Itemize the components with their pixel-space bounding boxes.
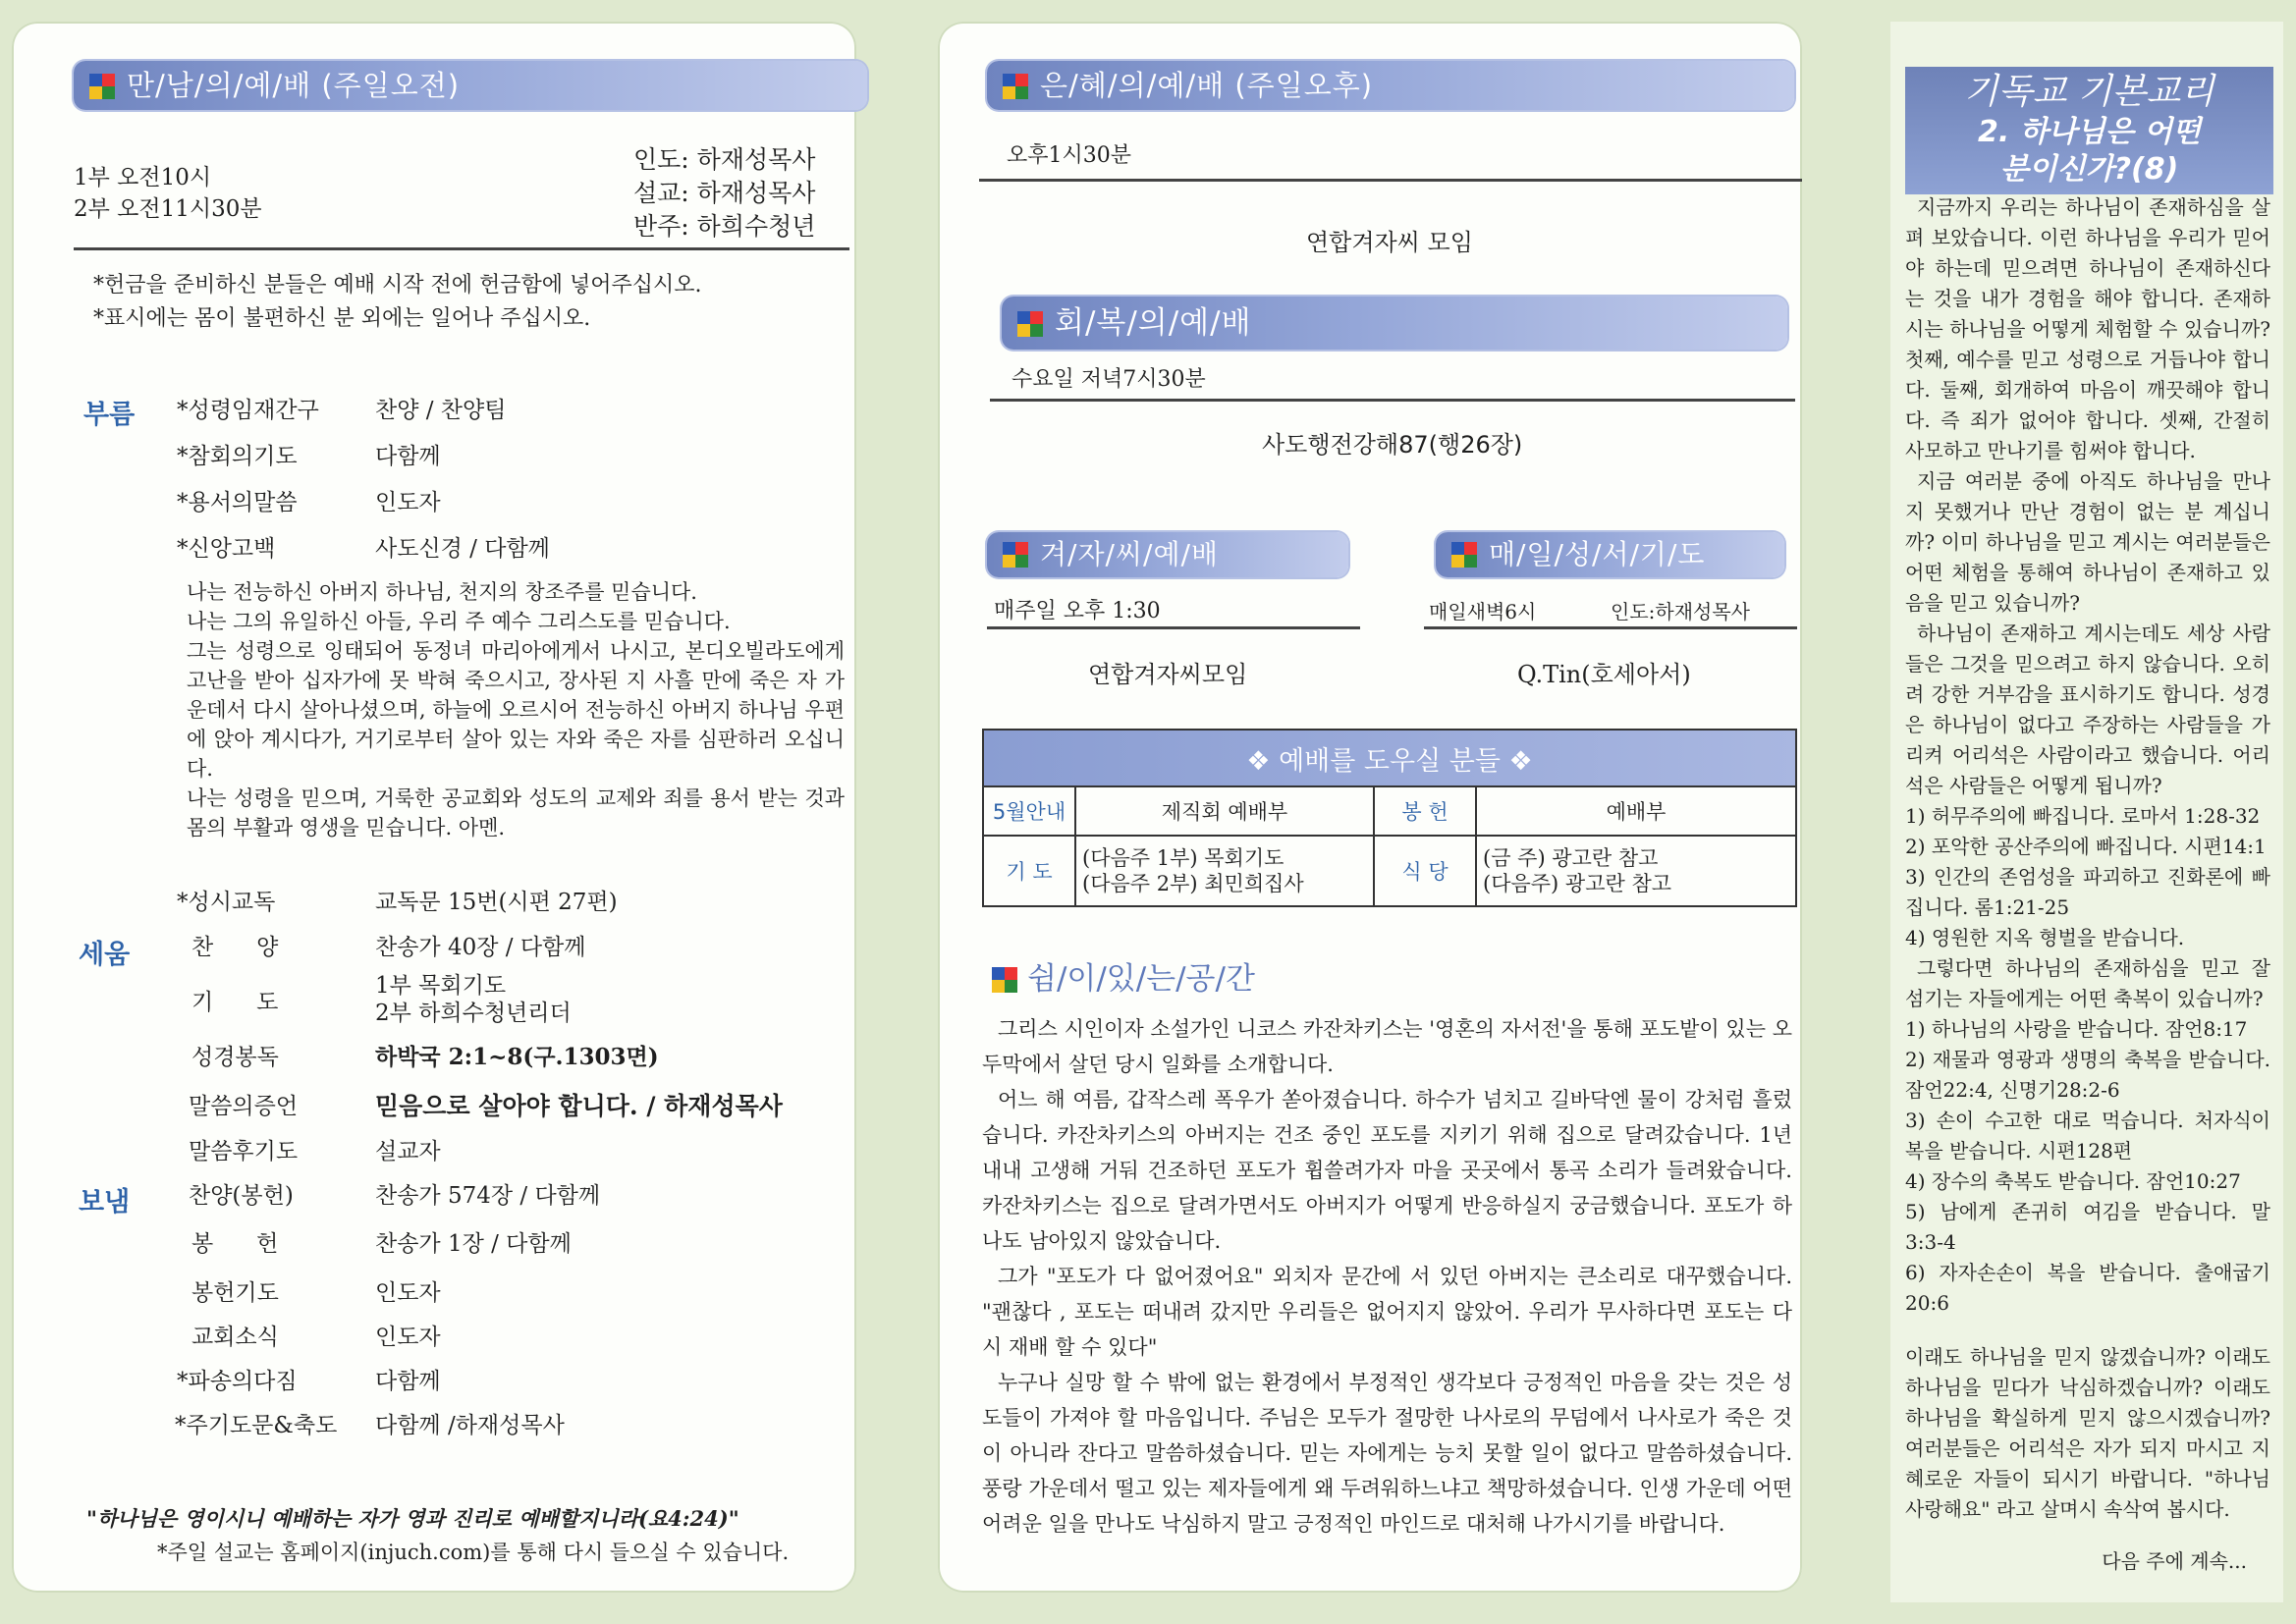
creed-line: 그는 성령으로 잉태되어 동정녀 마리아에게서 나시고, 본디오빌라도에게 고난을 받아 십자가에 못 박혀 죽으시고, 장사된 지 사흘 만에 죽은 자 가운데서 다시 살아나셨으며, 하늘에 오르시어 전능하신 아버지 하나님 우편에 앉아 계시다가, 거기로부터 살아 있는 자와 죽은 자를 심판하러 오십니다. [187,639,845,781]
colored-square-icon [89,74,115,99]
doctrine-list-item: 1) 하나님의 사랑을 받습니다. 잠언8:17 [1905,1017,2248,1041]
doctrine-subtitle-1: 2. 하나님은 어떤 [1977,115,2202,149]
afternoon-time: 오후1시30분 [1007,143,1131,168]
doctrine-title-box [1905,67,2273,194]
doctrine-subtitle-2: 분이신가?(8) [1999,152,2179,187]
order-item-7: 기 도 [191,990,279,1015]
colored-square-icon [1003,74,1028,99]
prayer-line-2: (다음주 2부) 최민희집사 [1082,872,1304,895]
wednesday-content: 사도행전강해87(행26장) [1262,431,1523,459]
order-detail-3: 인도자 [375,490,441,515]
article-paragraph: 어느 해 여름, 갑작스레 폭우가 쏟아졌습니다. 하수가 넘치고 길바닥엔 물이 강처럼 흘렀습니다. 카잔차키스의 아버지는 건조 중인 포도를 지키기 위해 집으로 달려갔습니다. 1년 내내 고생해 거둬 건조하던 포도가 휩쓸려가자 마을 곳곳에서 통곡 소리가 들려왔습니다. 카잔차키스는 집으로 달려가면서도 아버지가 어떻게 반응하실지 궁금했습니다. 포도가 하나도 남아있지 않았습니다. [982,1088,1792,1253]
helpers-table [982,729,1797,907]
col-header-1: 제직회 예배부 [1075,786,1374,836]
prayer-line-1: (다음주 1부) 목회기도 [1082,846,1285,870]
to-be-continued: 다음 주에 계속... [2102,1549,2247,1573]
creed-line: 나는 성령을 믿으며, 거룩한 공교회와 성도의 교제와 죄를 용서 받는 것과 몸의 부활과 영생을 믿습니다. 아멘. [187,786,845,839]
mustard-seed-header: 겨/자/씨/예/배 [987,532,1348,577]
order-detail-12: 찬송가 1장 / 다함께 [375,1231,572,1257]
order-item-12: 봉 헌 [191,1231,279,1257]
doctrine-list-item: 4) 장수의 축복도 받습니다. 잠언10:27 [1905,1169,2241,1193]
colored-square-icon [1003,542,1028,568]
order-detail-13: 인도자 [375,1280,441,1306]
mustard-seed-content: 연합겨자씨모임 [1088,661,1248,688]
divider [1424,626,1797,629]
meal-label: 식 당 [1374,836,1476,906]
order-detail-8: 하박국 2:1~8(구.1303면) [375,1044,659,1070]
order-item-13: 봉헌기도 [191,1280,279,1306]
doctrine-paragraph: 이래도 하나님을 믿지 않겠습니까? 이래도 하나님을 믿다가 낙심하겠습니까? 이래도 하나님을 확실하게 믿지 않으시겠습니까? 여러분들은 어리석은 자가 되지 마시고 지혜로운 자들이 되시기 바랍니다. "하나님 사랑해요" 라고 살며시 속삭여 봅시다. [1905,1345,2270,1521]
order-detail-6: 찬송가 40장 / 다함께 [375,935,586,960]
section-build: 세움 [79,940,131,970]
order-item-6: 찬 양 [191,935,279,960]
doctrine-list-item: 3) 손이 수고한 대로 먹습니다. 처자식이 복을 받습니다. 시편128편 [1905,1109,2270,1163]
order-detail-2: 다함께 [375,444,441,469]
service-time-2: 2부 오전11시30분 [74,196,262,222]
afternoon-content: 연합겨자씨 모임 [1306,229,1473,256]
wednesday-time: 수요일 저녁7시30분 [1011,367,1206,392]
divider [979,179,1802,182]
doctrine-list-item: 3) 인간의 존엄성을 파괴하고 진화론에 빠집니다. 롬1:21-25 [1905,865,2270,919]
section-call: 부름 [83,400,136,430]
order-item-14: 교회소식 [191,1325,279,1350]
doctrine-list-item: 5) 남에게 존귀히 여김을 받습니다. 말 3:3-4 [1905,1200,2270,1254]
creed-line: 나는 그의 유일하신 아들, 우리 주 예수 그리스도를 믿습니다. [187,610,731,633]
order-detail-1: 찬양 / 찬양팀 [375,398,507,423]
order-detail-11: 찬송가 574장 / 다함께 [375,1183,601,1209]
order-detail-9: 믿음으로 살아야 합니다. / 하재성목사 [375,1092,783,1120]
website-note: *주일 설교는 홈페이지(injuch.com)를 통해 다시 들으실 수 있습니다. [157,1541,790,1564]
doctrine-list-item: 2) 포악한 공산주의에 빠집니다. 시편14:1 [1905,835,2267,858]
colored-square-icon [1017,311,1043,337]
order-detail-5: 교독문 15번(시편 27편) [375,890,618,915]
col-header-2: 봉 헌 [1374,786,1476,836]
doctrine-body [1905,192,2270,1577]
order-item-1: *성령임재간구 [177,398,319,423]
daily-prayer-header: 매/일/성/서/기/도 [1436,532,1784,577]
order-detail-7b: 2부 하희수청년리더 [375,1001,572,1026]
apostles-creed [187,577,845,842]
divider [990,399,1795,402]
service-time-1: 1부 오전10시 [74,165,212,190]
doctrine-title: 기독교 기본교리 [1964,72,2214,112]
doctrine-list-item: 4) 영원한 지옥 형벌을 받습니다. [1905,926,2185,949]
meal-cell [1476,836,1796,906]
standing-note: *표시에는 몸이 불편하신 분 외에는 일어나 주십시오. [93,306,591,331]
doctrine-paragraph: 하나님이 존재하고 계시는데도 세상 사람들은 그것을 믿으려고 하지 않습니다. 오히려 강한 거부감을 표시하기도 합니다. 성경은 하나님이 없다고 주장하는 사람들을 가리켜 어리석은 사람이라고 했습니다. 어리석은 사람들은 어떻게 됩니까? [1905,622,2270,797]
daily-prayer-content: Q.Tin(호세아서) [1517,661,1691,688]
colored-square-icon [992,967,1017,993]
morning-service-header: 만/남/의/예/배 (주일오전) [74,61,867,110]
order-detail-15: 다함께 [375,1369,441,1394]
section-send: 보냄 [79,1187,131,1218]
creed-line: 나는 전능하신 아버지 하나님, 천지의 창조주를 믿습니다. [187,580,697,604]
order-item-5: *성시교독 [177,890,276,915]
order-item-11: 찬양(봉헌) [189,1183,294,1209]
rest-space-header: 쉼/이/있/는/공/간 [992,956,1255,1001]
wednesday-service-header: 회/복/의/예/배 [1002,297,1787,350]
order-item-10: 말씀후기도 [189,1139,299,1164]
mustard-seed-time: 매주일 오후 1:30 [994,599,1161,623]
order-detail-14: 인도자 [375,1325,441,1350]
daily-prayer-leader: 인도:하재성목사 [1611,600,1750,623]
prayer-cell [1075,836,1374,906]
order-detail-7: 1부 목회기도 [375,973,507,999]
order-detail-16: 다함께 /하재성목사 [375,1413,565,1438]
prayer-label: 기 도 [983,836,1075,906]
daily-prayer-time: 매일새벽6시 [1429,600,1537,623]
divider [74,247,849,250]
article-paragraph: 누구나 실망 할 수 밖에 없는 환경에서 부정적인 생각보다 긍정적인 마음을 갖는 것은 성도들이 가져야 할 마음입니다. 주님은 모두가 절망한 나사로의 무덤에서 나사로가 죽은 것이 아니라 잔다고 말씀하셨습니다. 믿는 자에게는 능치 못할 일이 없다고 말씀하셨습니다. 풍랑 가운데서 떨고 있는 제자들에게 왜 두려워하느냐고 책망하셨습니다. 인생 가운데 어떤 어려운 일을 만나도 낙심하지 말고 긍정적인 마인드로 대처해 나가시기를 바랍니다. [982,1371,1792,1536]
scripture-verse: "하나님은 영이시니 예배하는 자가 영과 진리로 예배할지니라(요4:24)" [86,1506,739,1531]
rest-space-article [982,1011,1792,1542]
order-item-8: 성경봉독 [191,1045,279,1070]
article-paragraph: 그가 "포도가 다 없어졌어요" 외치자 문간에 서 있던 아버지는 큰소리로 대꾸했습니다. "괜찮다 , 포도는 떠내려 갔지만 우리들은 없어지지 않았어. 우리가 무사하다면 포도는 다시 재배 할 수 있다" [982,1265,1792,1359]
divider [987,626,1360,629]
doctrine-list-item: 6) 자자손손이 복을 받습니다. 출애굽기 20:6 [1905,1261,2270,1315]
helpers-title: ❖ 예배를 도우실 분들 ❖ [983,730,1796,786]
order-item-15: *파송의다짐 [177,1369,298,1394]
offering-note: *헌금을 준비하신 분들은 예배 시작 전에 헌금함에 넣어주십시오. [93,273,702,298]
order-detail-10: 설교자 [375,1139,441,1164]
doctrine-list-item: 2) 재물과 영광과 생명의 축복을 받습니다. 잠언22:4, 신명기28:2-6 [1905,1048,2270,1102]
meal-line-1: (금 주) 광고란 참고 [1483,846,1659,870]
preacher-line: 설교: 하재성목사 [633,179,816,207]
afternoon-service-header: 은/혜/의/예/배 (주일오후) [987,61,1794,110]
order-item-3: *용서의말씀 [177,490,298,515]
doctrine-paragraph: 그렇다면 하나님의 존재하심을 믿고 잘 섬기는 자들에게는 어떤 축복이 있습니까? [1905,956,2270,1010]
meal-line-2: (다음주) 광고란 참고 [1483,872,1672,895]
colored-square-icon [1451,542,1477,568]
doctrine-paragraph: 지금까지 우리는 하나님이 존재하심을 살펴 보았습니다. 이런 하나님을 우리가 믿어야 하는데 믿으려면 하나님이 존재하신다는 것을 내가 경험을 해야 합니다. 존재하시는 하나님을 어떻게 체험할 수 있습니까? 첫째, 예수를 믿고 성령으로 거듭나야 합니다. 둘째, 회개하여 마음이 깨끗해야 합니다. 즉 죄가 없어야 합니다. 셋째, 간절히 사모하고 만나기를 힘써야 합니다. [1905,195,2270,462]
order-item-16: *주기도문&축도 [175,1413,338,1438]
col-header-3: 예배부 [1476,786,1796,836]
accompanist-line: 반주: 하희수청년 [633,212,816,241]
order-detail-4: 사도신경 / 다함께 [375,536,550,562]
leader-line: 인도: 하재성목사 [633,145,816,174]
article-paragraph: 그리스 시인이자 소설가인 니코스 카잔차키스는 '영혼의 자서전'을 통해 포도밭이 있는 오두막에서 살던 당시 일화를 소개합니다. [982,1017,1792,1076]
doctrine-list-item: 1) 허무주의에 빠집니다. 로마서 1:28-32 [1905,804,2261,828]
order-item-4: *신앙고백 [177,536,276,562]
order-item-2: *참회의기도 [177,444,298,469]
doctrine-paragraph: 지금 여러분 중에 아직도 하나님을 만나지 못했거나 만난 경험이 없는 분 계십니까? 이미 하나님을 믿고 계시는 여러분들은 어떤 체험을 통해여 하나님이 존재하고 있음을 믿고 있습니까? [1905,469,2270,615]
order-item-9: 말씀의증언 [189,1094,299,1119]
month-label: 5월안내 [983,786,1075,836]
